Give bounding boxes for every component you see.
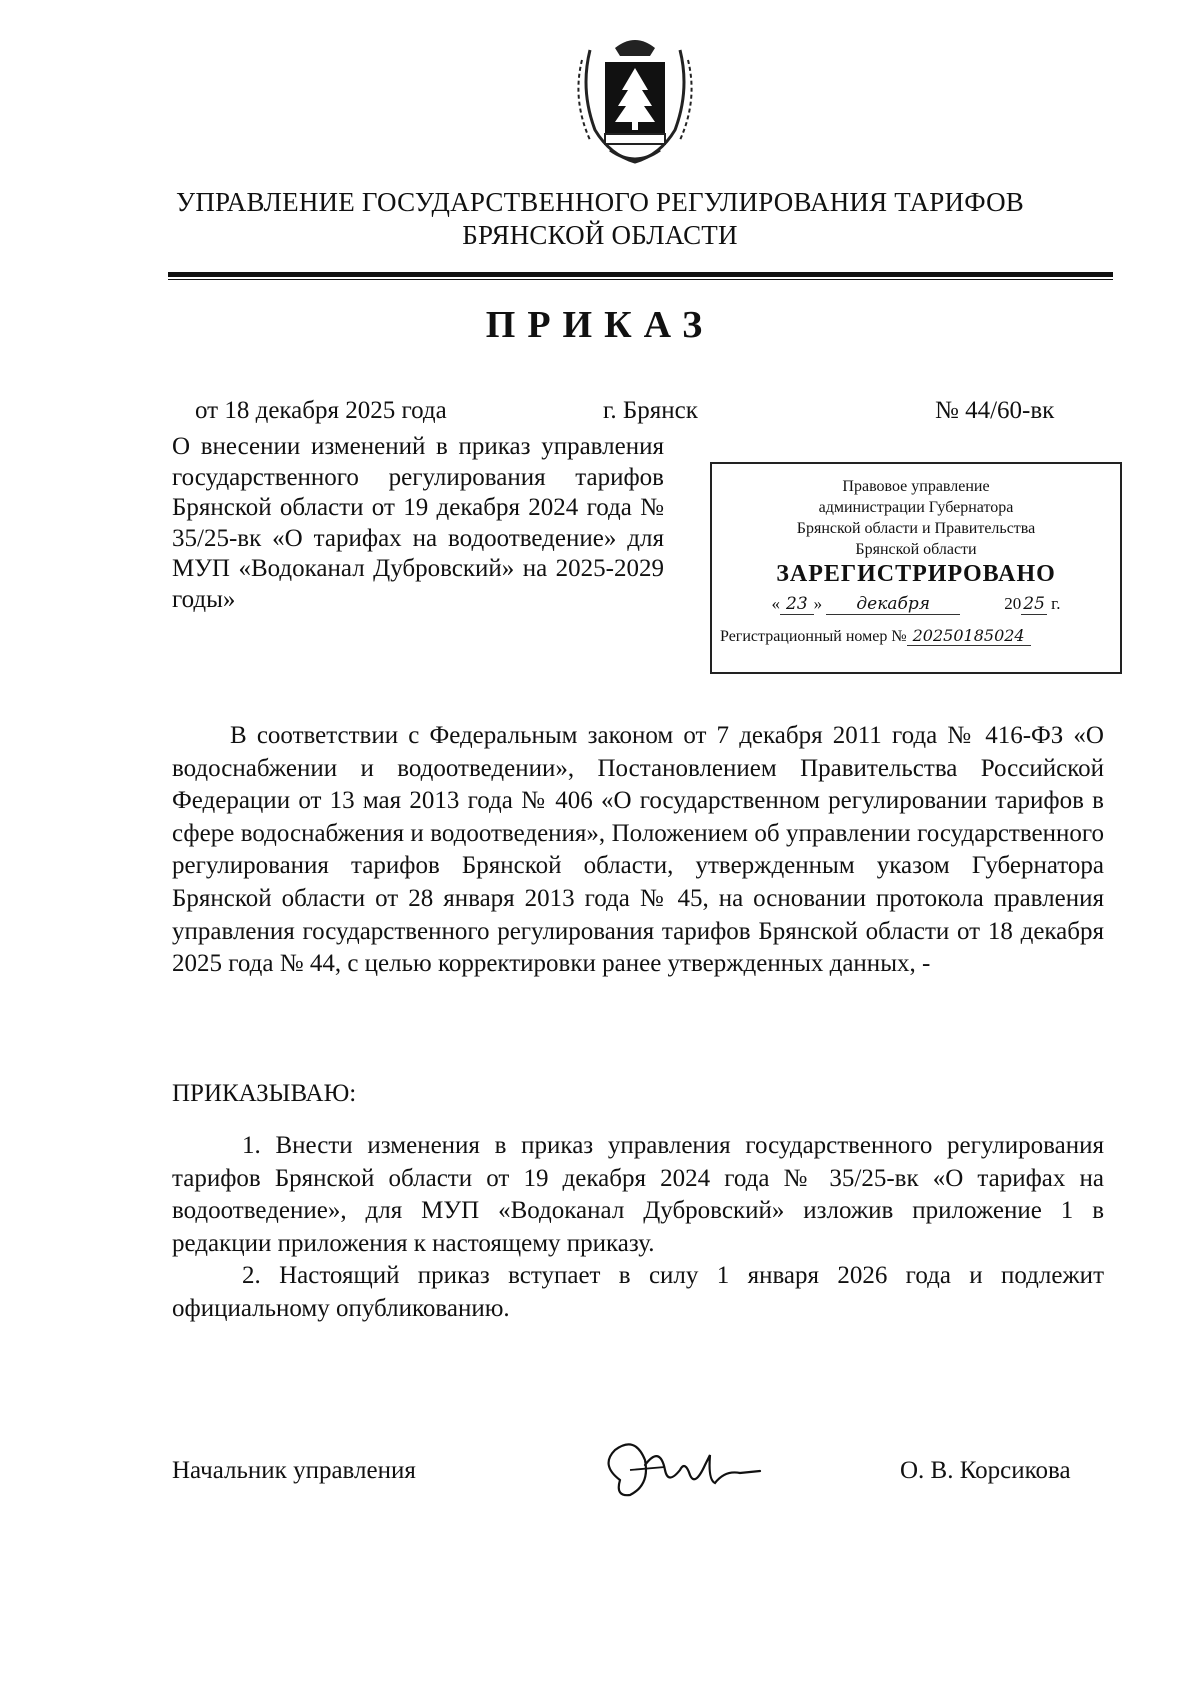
document-number: № 44/60-вк — [935, 397, 1055, 424]
document-subject: О внесении изменений в приказ управления государственного регулирования тарифов Брянской области от 19 декабря 2024 года № 35/25-вк «О тарифах на водоотведение» для МУП «Водоканал Дубровский» на 2025-2029 годы» — [172, 433, 664, 613]
stamp-line-2: администрации Губернатора — [818, 499, 1014, 516]
stamp-date-year-unit: г. — [1051, 594, 1061, 613]
stamp-reg-number: 20250185024 — [907, 626, 1031, 646]
stamp-registration — [712, 625, 1120, 647]
stamp-status: ЗАРЕГИСТРИРОВАНО — [776, 561, 1056, 587]
stamp-reg-label: Регистрационный номер № — [720, 628, 907, 645]
handwritten-signature-icon — [590, 1425, 770, 1515]
order-item-1: 1. Внести изменения в приказ управления государственного регулирования тарифов Брянской области от 19 декабря 2024 года № 35/25-вк «О тарифах на водоотведение», для МУП «Водоканал Дубровский» изложив приложение 1 в редакции приложения к настоящему приказу. — [172, 1132, 1104, 1257]
document-date: от 18 декабря 2025 года — [195, 397, 447, 424]
document-city: г. Брянск — [603, 397, 698, 424]
organization-header — [0, 186, 1200, 252]
stamp-date: « 23 » декабря 20 25 г. — [771, 594, 1061, 614]
stamp-line-1: Правовое управление — [842, 478, 990, 495]
registration-stamp — [710, 462, 1122, 674]
order-word: ПРИКАЗЫВАЮ: — [172, 1080, 357, 1107]
signatory-name: О. В. Корсикова — [900, 1457, 1071, 1484]
stamp-date-year-suffix: 25 — [1023, 594, 1045, 614]
order-item-2: 2. Настоящий приказ вступает в силу 1 января 2026 года и подлежит официальному опубликованию. — [172, 1262, 1104, 1322]
signatory-role: Начальник управления — [172, 1457, 416, 1484]
header-divider-thick — [168, 272, 1113, 277]
stamp-date-year-prefix: 20 — [1004, 594, 1022, 613]
header-divider-thin — [168, 279, 1113, 280]
stamp-line-4: Брянской области — [855, 541, 977, 558]
coat-of-arms-icon — [560, 30, 710, 170]
org-line-2: БРЯНСКОЙ ОБЛАСТИ — [462, 220, 738, 250]
stamp-line-3: Брянской области и Правительства — [796, 520, 1036, 537]
org-line-1: УПРАВЛЕНИЕ ГОСУДАРСТВЕННОГО РЕГУЛИРОВАНИЯ ТАРИФОВ — [176, 187, 1024, 217]
legal-basis-paragraph: В соответствии с Федеральным законом от 7 декабря 2011 года № 416-ФЗ «О водоснабжении и водоотведении», Постановлением Правительства Российской Федерации от 13 мая 2013 года № 406 «О государственном регулировании тарифов в сфере водоснабжения и водоотведения», Положением об управлении государственного регулирования тарифов Брянской области, утвержденным указом Губернатора Брянской области от 28 января 2013 года № 45, на основании протокола правления управления государственного регулирования тарифов Брянской области от 18 декабря 2025 года № 44, с целью корректировки ранее утвержденных данных, - — [172, 722, 1104, 978]
document-title: ПРИКАЗ — [485, 304, 715, 346]
stamp-date-day: 23 — [780, 594, 814, 615]
order-items — [172, 1130, 1104, 1326]
stamp-date-month: декабря — [826, 594, 960, 615]
